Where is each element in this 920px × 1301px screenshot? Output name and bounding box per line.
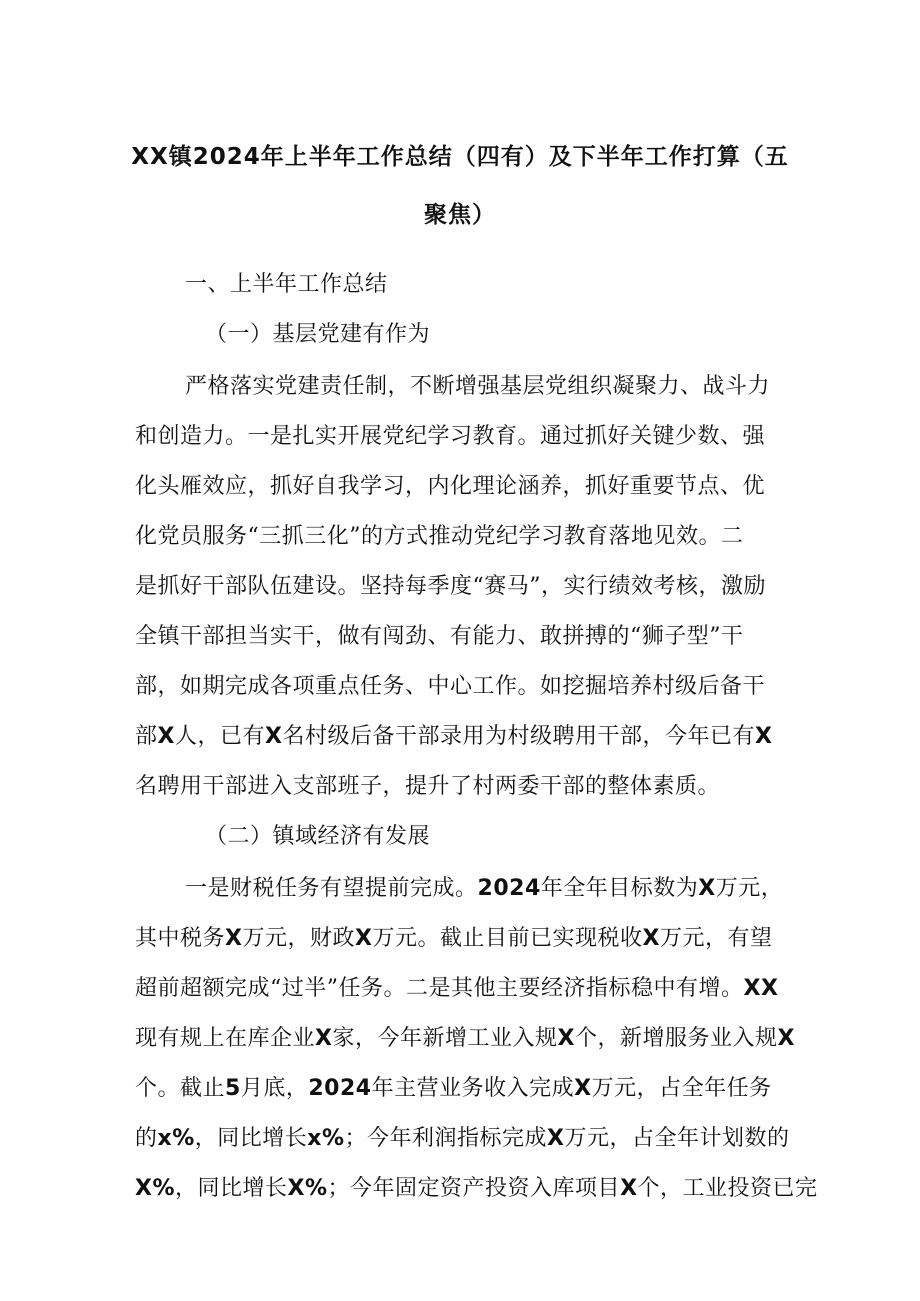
paragraph-line: 部X人，已有X名村级后备干部录用为村级聘用干部，今年已有X xyxy=(135,724,773,749)
paragraph-line: 的x%，同比增长x%；今年利润指标完成X万元，占全年计划数的 xyxy=(135,1126,790,1151)
paragraph-line: 名聘用干部进入支部班子，提升了村两委干部的整体素质。 xyxy=(135,774,721,799)
section-heading: 一、上半年工作总结 xyxy=(185,272,388,297)
paragraph-line: 和创造力。一是扎实开展党纪学习教育。通过抓好关键少数、强 xyxy=(135,424,766,449)
document-title-line-2: 聚焦） xyxy=(424,202,496,228)
subsection-heading-2: （二）镇域经济有发展 xyxy=(205,824,431,849)
paragraph-line: 全镇干部担当实干，做有闯劲、有能力、敢拼搏的“狮子型”干 xyxy=(135,624,744,649)
paragraph-line: 其中税务X万元，财政X万元。截止目前已实现税收X万元，有望 xyxy=(135,926,773,951)
paragraph-line: X%，同比增长X%；今年固定资产投资入库项目X个，工业投资已完 xyxy=(135,1176,818,1201)
paragraph-line: 是抓好干部队伍建设。坚持每季度“赛马”，实行绩效考核，激励 xyxy=(135,574,766,599)
paragraph-line: 现有规上在库企业X家，今年新增工业入规X个，新增服务业入规X xyxy=(135,1026,795,1051)
paragraph-line: 一是财税任务有望提前完成。2024年全年目标数为X万元， xyxy=(185,876,784,901)
document-title-line-1: XX镇2024年上半年工作总结（四有）及下半年工作打算（五 xyxy=(131,144,789,170)
paragraph-line: 超前超额完成“过半”任务。二是其他主要经济指标稳中有增。XX xyxy=(135,976,779,1001)
paragraph-line: 部，如期完成各项重点任务、中心工作。如挖掘培养村级后备干 xyxy=(135,674,766,699)
paragraph-line: 化党员服务“三抓三化”的方式推动党纪学习教育落地见效。二 xyxy=(135,524,744,549)
paragraph-line: 化头雁效应，抓好自我学习，内化理论涵养，抓好重要节点、优 xyxy=(135,474,766,499)
paragraph-line: 个。截止5月底，2024年主营业务收入完成X万元，占全年任务 xyxy=(135,1076,772,1101)
paragraph-line: 严格落实党建责任制，不断增强基层党组织凝聚力、战斗力 xyxy=(185,374,771,399)
subsection-heading-1: （一）基层党建有作为 xyxy=(205,322,431,347)
